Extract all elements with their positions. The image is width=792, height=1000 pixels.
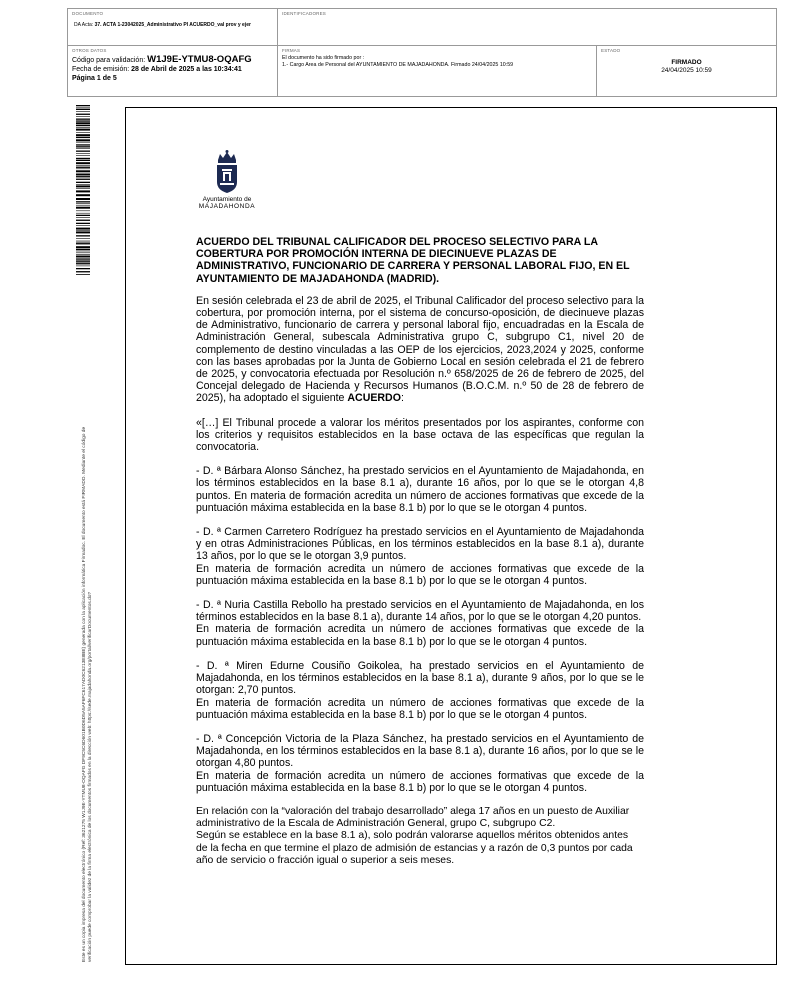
document-body xyxy=(196,236,644,867)
barcode-icon xyxy=(76,105,90,275)
coat-of-arms-icon xyxy=(214,150,240,194)
identificadores-cell xyxy=(277,9,776,45)
ayuntamiento-logo xyxy=(196,150,258,210)
quote-paragraph: «[…] El Tribunal procede a valorar los méritos presentados por los aspirantes, conforme con los criterios y requisitos establecidos en la base octava de las específicas que regulan la convocatoria. xyxy=(196,416,644,454)
documento-label: DOCUMENTO xyxy=(72,11,104,16)
estado-cell xyxy=(596,46,776,96)
validation-code[interactable]: W1J9E-YTMU8-OQAFG xyxy=(147,54,252,65)
firmas-label: FIRMAS xyxy=(282,48,301,53)
page-counter: Página 1 de 5 xyxy=(72,75,117,82)
document-header xyxy=(67,8,777,97)
candidate-paragraph: - D. ª Carmen Carretero Rodríguez ha prestado servicios en el Ayuntamiento de Majadahonda y en otras Administraciones Públicas, en los términos establecidos en la base 8.1 a), durante 13 años, por lo que se le otorgan 3,9 puntos. En materia de formación acredita un número de acciones formativas que excede de la puntuación máxima establecida en la base 8.1 b) por lo que se le otorgan 4 puntos. xyxy=(196,526,644,587)
candidate-paragraph: - D. ª Bárbara Alonso Sánchez, ha prestado servicios en el Ayuntamiento de Majadahonda, en los términos establecidos en la base 8.1 a), durante 16 años, por lo que se le otorgan 4,8 puntos. En materia de formación acredita un número de acciones formativas que excede de la puntuación máxima establecida en la base 8.1 b) por lo que se le otorgan 4 puntos. xyxy=(196,465,644,514)
candidate-paragraph: - D. ª Nuria Castilla Rebollo ha prestado servicios en el Ayuntamiento de Majadahonda, en los términos establecidos en la base 8.1 a), durante 14 años, por lo que se le otorgan 4,20 puntos. En materia de formación acredita un número de acciones formativas que excede de la puntuación máxima establecida en la base 8.1 b) por lo que se le otorgan 4 puntos. xyxy=(196,599,644,648)
documento-value: DA Acta: 37. ACTA 1-23042025_Administrativo PI ACUERDO_val prov y ejer xyxy=(74,22,251,28)
intro-paragraph: En sesión celebrada el 23 de abril de 2025, el Tribunal Calificador del proceso selectivo para la cobertura, por promoción interna, por el sistema de concurso-oposición, de diecinueve plazas de Administrativo, funcionario de carrera y personal laboral fijo, encuadradas en la Escala de Administración General, subescala Administrativa grupo C, subgrupo C1, nivel 20 de complemento de destino vinculadas a las OEP de los ejercicios, 2023,2024 y 2025, conforme con las bases aprobadas por la Junta de Gobierno Local en sesión celebrada el 21 de febrero de 2025, y convocatoria efectuada por Resolución n.º 658/2025 de 26 de febrero de 2025, del Concejal delegado de Hacienda y Recursos Humanos (B.O.C.M. n.º 50 de 28 de febrero de 2025), ha adoptado el siguiente ACUERDO: xyxy=(196,294,644,405)
status-badge: FIRMADO xyxy=(671,59,702,66)
status-date: 24/04/2025 10:59 xyxy=(661,67,712,74)
otros-datos-label: OTROS DATOS xyxy=(72,48,107,53)
validation-code-line: Código para validación: W1J9E-YTMU8-OQAFG xyxy=(72,54,252,65)
identificadores-label: IDENTIFICADORES xyxy=(282,11,327,16)
estado-value xyxy=(601,59,772,75)
firmas-text: El documento ha sido firmado por : 1.- Cargo Area de Personal del AYUNTAMIENTO DE MAJADAHONDA. Firmado 24/04/2025 10:59 xyxy=(282,55,514,68)
logo-line1: Ayuntamiento de xyxy=(202,196,252,203)
document-title: ACUERDO DEL TRIBUNAL CALIFICADOR DEL PROCESO SELECTIVO PARA LA COBERTURA POR PROMOCIÓN INTERNA DE DIECINUEVE PLAZAS DE ADMINISTRATIVO, FUNCIONARIO DE CARRERA Y PERSONAL LABORAL FIJO, EN EL AYUNTAMIENTO DE MAJADAHONDA (MADRID). xyxy=(196,236,630,285)
logo-line2: MAJADAHONDA xyxy=(198,203,256,210)
emission-date-line: Fecha de emisión: 28 de Abril de 2025 a las 10:34:41 xyxy=(72,66,242,73)
firmas-cell xyxy=(277,46,596,96)
documento-cell xyxy=(68,9,277,45)
otros-datos-cell xyxy=(68,46,277,96)
candidate-paragraph: - D. ª Concepción Victoria de la Plaza Sánchez, ha prestado servicios en el Ayuntamiento de Majadahonda, en los términos establecidos en la base 8.1 a), durante 16 años, por lo que se le otorgan 4,80 puntos. En materia de formación acredita un número de acciones formativas que excede de la puntuación máxima establecida en la base 8.1 b) por lo que se le otorgan 4 puntos. xyxy=(196,732,644,794)
estado-label: ESTADO xyxy=(601,48,621,53)
candidate-paragraph: - D. ª Miren Edurne Cousiño Goikolea, ha prestado servicios en el Ayuntamiento de Majadahonda, en los términos establecidos en la base 8.1 a), durante 9 años, por lo que se le otorgan: 2,70 puntos. En materia de formación acredita un número de acciones formativas que excede de la puntuación máxima establecida en la base 8.1 b) por lo que se le otorgan 4 puntos. xyxy=(196,659,644,721)
final-paragraph: En relación con la “valoración del trabajo desarrollado” alega 17 años en un puesto de Auxiliar administrativo de la Escala de Administración General, grupo C, subgrupo C2. Según se establece en la base 8.1 a), solo podrán valorarse aquellos méritos obtenidos antes de la fecha en que termine el plazo de admisión de estancias y a razón de 0,3 puntos por cada año de servicio o fracción igual o superior a seis meses. xyxy=(196,805,633,866)
verification-side-text: Este es un copia impresa del documento electrónico (Ref: 3621275 W1J9E-YTMU8-OQAFG DF9C5C6D601B0D6D5A5AF6FC617AD0C6213E8BE) generada con la aplicación informática Firmadoc. El documento está FIRMADO. Mediante el código de verificación puede comprobar la validez de la firma electrónica de los documentos firmados en la dirección web: https://sede.majadahonda.org/portal/verificarDocumentos.do? xyxy=(82,426,93,962)
